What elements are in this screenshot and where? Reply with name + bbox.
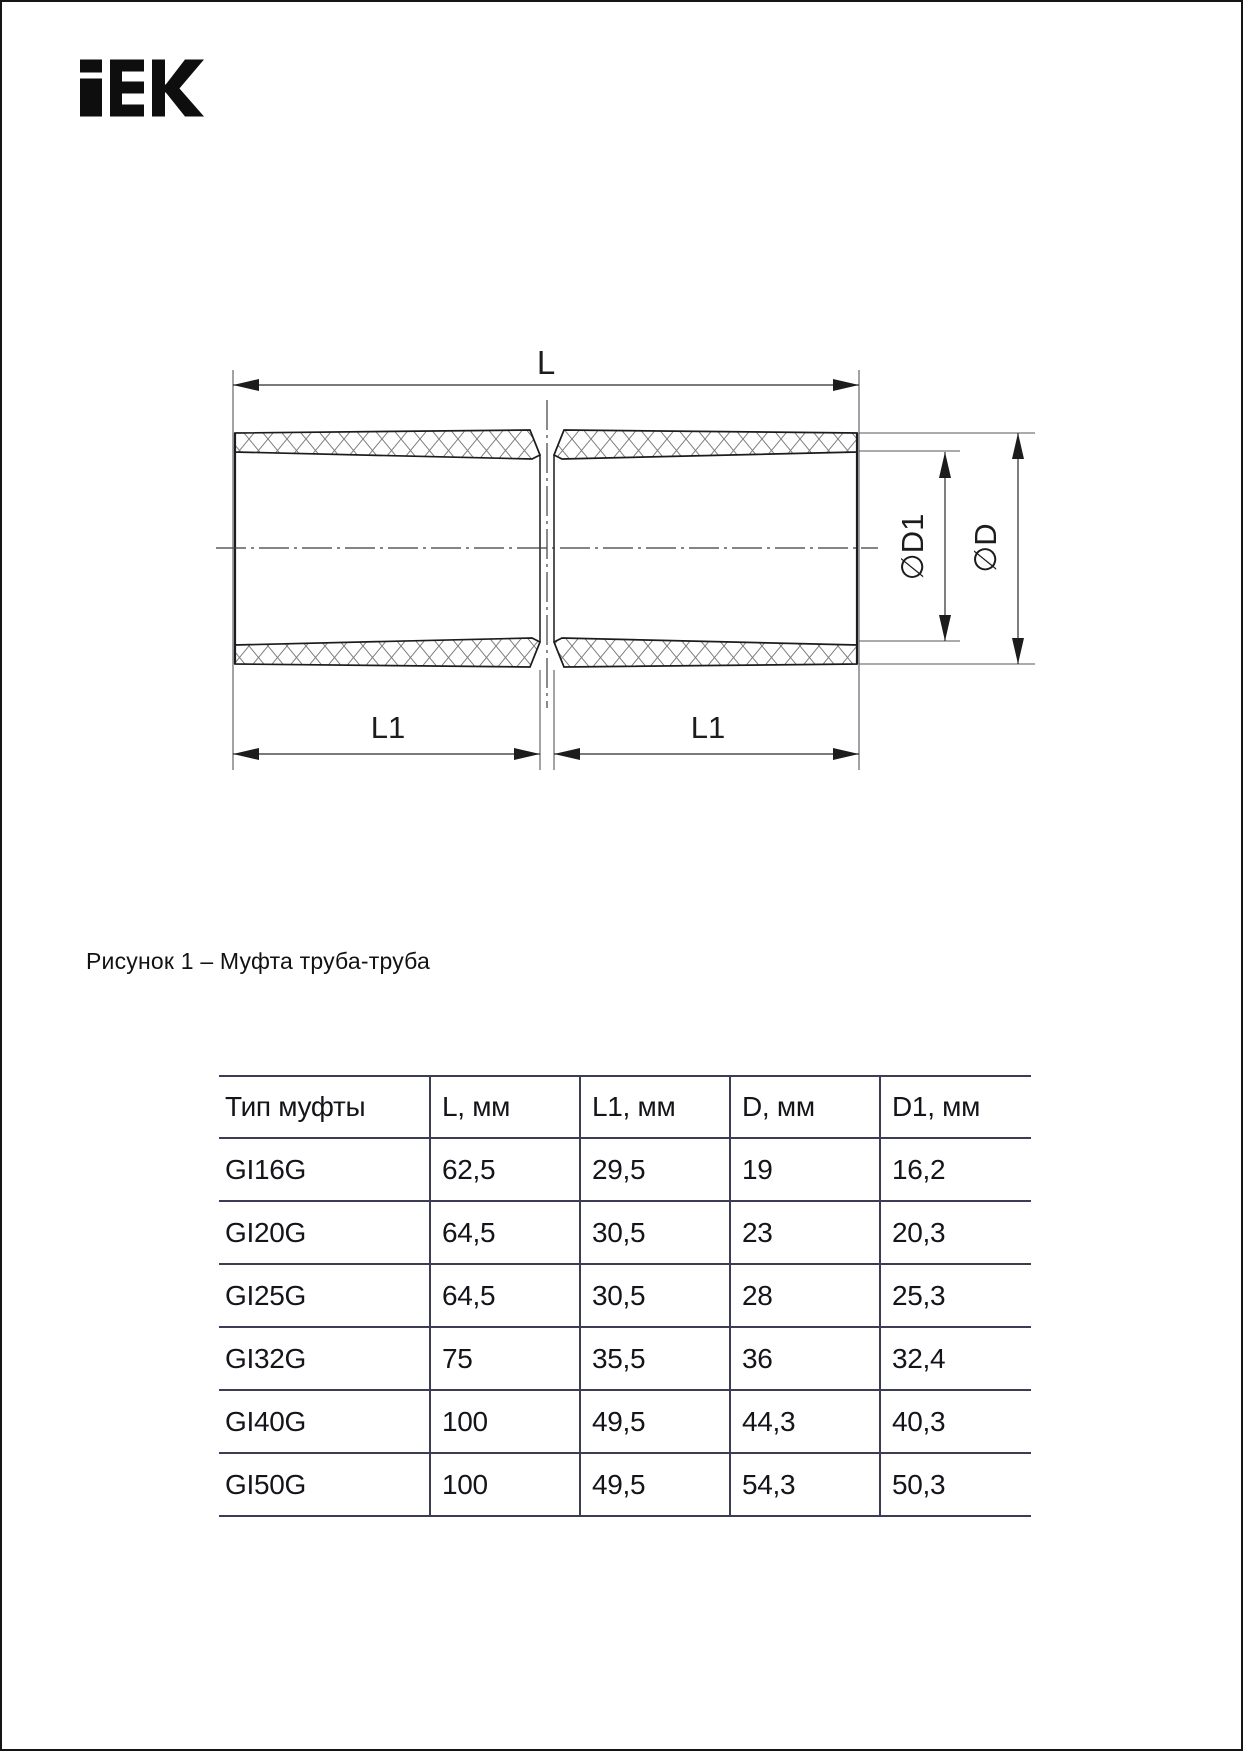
table-cell: 75 <box>430 1327 580 1390</box>
technical-drawing <box>2 2 1243 842</box>
table-cell: 100 <box>430 1453 580 1516</box>
table-row <box>219 1453 1031 1516</box>
dimensions-table <box>219 1075 1031 1517</box>
table-cell: 36 <box>730 1327 880 1390</box>
dimension-d <box>968 433 1024 664</box>
table-cell: 19 <box>730 1138 880 1201</box>
table-cell: 28 <box>730 1264 880 1327</box>
table-cell: GI16G <box>225 1153 306 1185</box>
dimension-l1-right <box>554 710 859 760</box>
dimension-l1-left <box>233 710 540 760</box>
header-cell: D1, мм <box>880 1076 1031 1138</box>
table-cell: 50,3 <box>880 1453 1031 1516</box>
table-row <box>219 1327 1031 1390</box>
table-cell: 44,3 <box>730 1390 880 1453</box>
table-cell: GI40G <box>225 1405 306 1437</box>
table-row <box>219 1264 1031 1327</box>
table-cell: 16,2 <box>880 1138 1031 1201</box>
table-cell: 100 <box>430 1390 580 1453</box>
table-cell: 23 <box>730 1201 880 1264</box>
dimension-d1 <box>895 452 951 641</box>
table-cell: GI50G <box>225 1468 306 1500</box>
label-l: L <box>536 344 556 381</box>
figure-caption: Рисунок 1 – Муфта труба-труба <box>86 948 431 974</box>
table-row <box>219 1138 1031 1201</box>
label-l1-left: L1 <box>370 710 406 745</box>
table-header-row <box>219 1076 1031 1138</box>
table-cell: 64,5 <box>430 1201 580 1264</box>
label-l1-right: L1 <box>690 710 726 745</box>
table-cell: 30,5 <box>580 1201 730 1264</box>
table-cell: 30,5 <box>580 1264 730 1327</box>
label-d: ∅D <box>968 523 1003 573</box>
table-cell: 20,3 <box>880 1201 1031 1264</box>
table-cell: 35,5 <box>580 1327 730 1390</box>
table-row <box>219 1201 1031 1264</box>
header-cell: Тип муфты <box>225 1091 366 1122</box>
table-cell: 29,5 <box>580 1138 730 1201</box>
label-d1: ∅D1 <box>895 513 930 581</box>
header-cell: L1, мм <box>580 1076 730 1138</box>
header-cell: D, мм <box>730 1076 880 1138</box>
header-cell: L, мм <box>430 1076 580 1138</box>
table-cell: 40,3 <box>880 1390 1031 1453</box>
table-cell: GI32G <box>225 1342 306 1374</box>
table-cell: GI25G <box>225 1279 306 1311</box>
dimension-l <box>233 344 859 391</box>
table-cell: 32,4 <box>880 1327 1031 1390</box>
table-cell: GI20G <box>225 1216 306 1248</box>
table-cell: 62,5 <box>430 1138 580 1201</box>
table-cell: 64,5 <box>430 1264 580 1327</box>
table-row <box>219 1390 1031 1453</box>
table-cell: 49,5 <box>580 1390 730 1453</box>
table-cell: 25,3 <box>880 1264 1031 1327</box>
table-cell: 49,5 <box>580 1453 730 1516</box>
table-cell: 54,3 <box>730 1453 880 1516</box>
